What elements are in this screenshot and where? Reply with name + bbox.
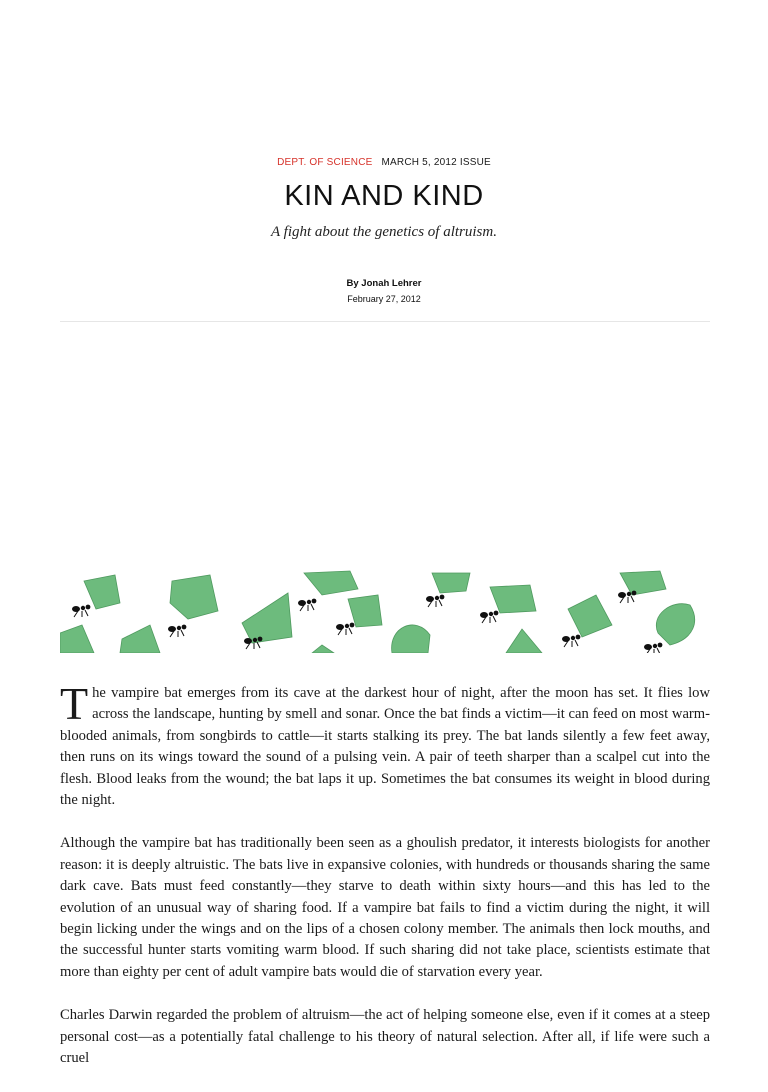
byline[interactable]: By Jonah Lehrer xyxy=(346,278,422,289)
publish-date: February 27, 2012 xyxy=(347,294,421,304)
leaf-shape xyxy=(656,604,694,645)
leaf-shape xyxy=(242,593,292,643)
leaf-shape xyxy=(506,629,542,653)
rubric xyxy=(0,157,768,168)
leaf-shape xyxy=(120,625,160,653)
illustration-svg xyxy=(60,515,708,653)
leaf-shape xyxy=(348,595,382,627)
paragraph-3: Charles Darwin regarded the problem of altruism—the act of helping someone else, even if it comes at a steep personal cost—as a potentially fatal challenge to his theory of natural selection. After all, if life were such a cruel xyxy=(60,1007,710,1067)
ants-leaves-illustration xyxy=(60,515,708,653)
header-divider xyxy=(60,321,710,322)
article-dek: A fight about the genetics of altruism. xyxy=(271,224,497,240)
article-headline: KIN AND KIND xyxy=(284,180,484,212)
leaf-shape xyxy=(432,573,470,593)
article-body xyxy=(60,678,710,1092)
issue-link[interactable]: MARCH 5, 2012 ISSUE xyxy=(381,157,491,168)
paragraph-1 xyxy=(60,678,710,811)
leaf-shape xyxy=(312,645,334,653)
leaf-shape xyxy=(304,571,358,595)
leaf-shape xyxy=(84,575,120,609)
leaf-shape xyxy=(620,571,666,595)
leaf-shape xyxy=(60,625,94,653)
leaf-shape xyxy=(170,575,218,619)
leaf-shape xyxy=(568,595,612,637)
paragraph-1-text: he vampire bat emerges from its cave at the darkest hour of night, after the moon has set. It flies low across the landscape, hunting by smell and sonar. Once the bat finds a victim—it can feed on most warm-blooded animals, from songbirds to cattle—it starts stalking its prey. The bat lands silently a few feet away, then runs on its wings toward the sound of a pulsing vein. A pair of teeth sharper than a scalpel cut into the flesh. Blood leaks from the wound; the bat laps it up. Sometimes the bat consumes its weight in blood during the night. xyxy=(60,685,710,809)
leaf-shape xyxy=(490,585,536,613)
drop-cap: T xyxy=(60,678,89,729)
paragraph-2: Although the vampire bat has traditionally been seen as a ghoulish predator, it interests biologists for another reason: it is deeply altruistic. The bats live in expansive colonies, with hundreds or thousands sharing the same dark cave. Bats must feed constantly—they starve to death within sixty hours—and this has led to the evolution of an unusual way of sharing food. If a vampire bat fails to find a victim during the night, it will begin licking under the wings and on the lips of a chosen colony member. The animals then lock mouths, and the successful hunter starts vomiting warm blood. If such sharing did not take place, scientists estimate that more than eighty per cent of adult vampire bats would die of starvation every year. xyxy=(60,835,710,980)
department-link[interactable]: DEPT. OF SCIENCE xyxy=(277,157,373,168)
leaf-shape xyxy=(392,625,430,653)
